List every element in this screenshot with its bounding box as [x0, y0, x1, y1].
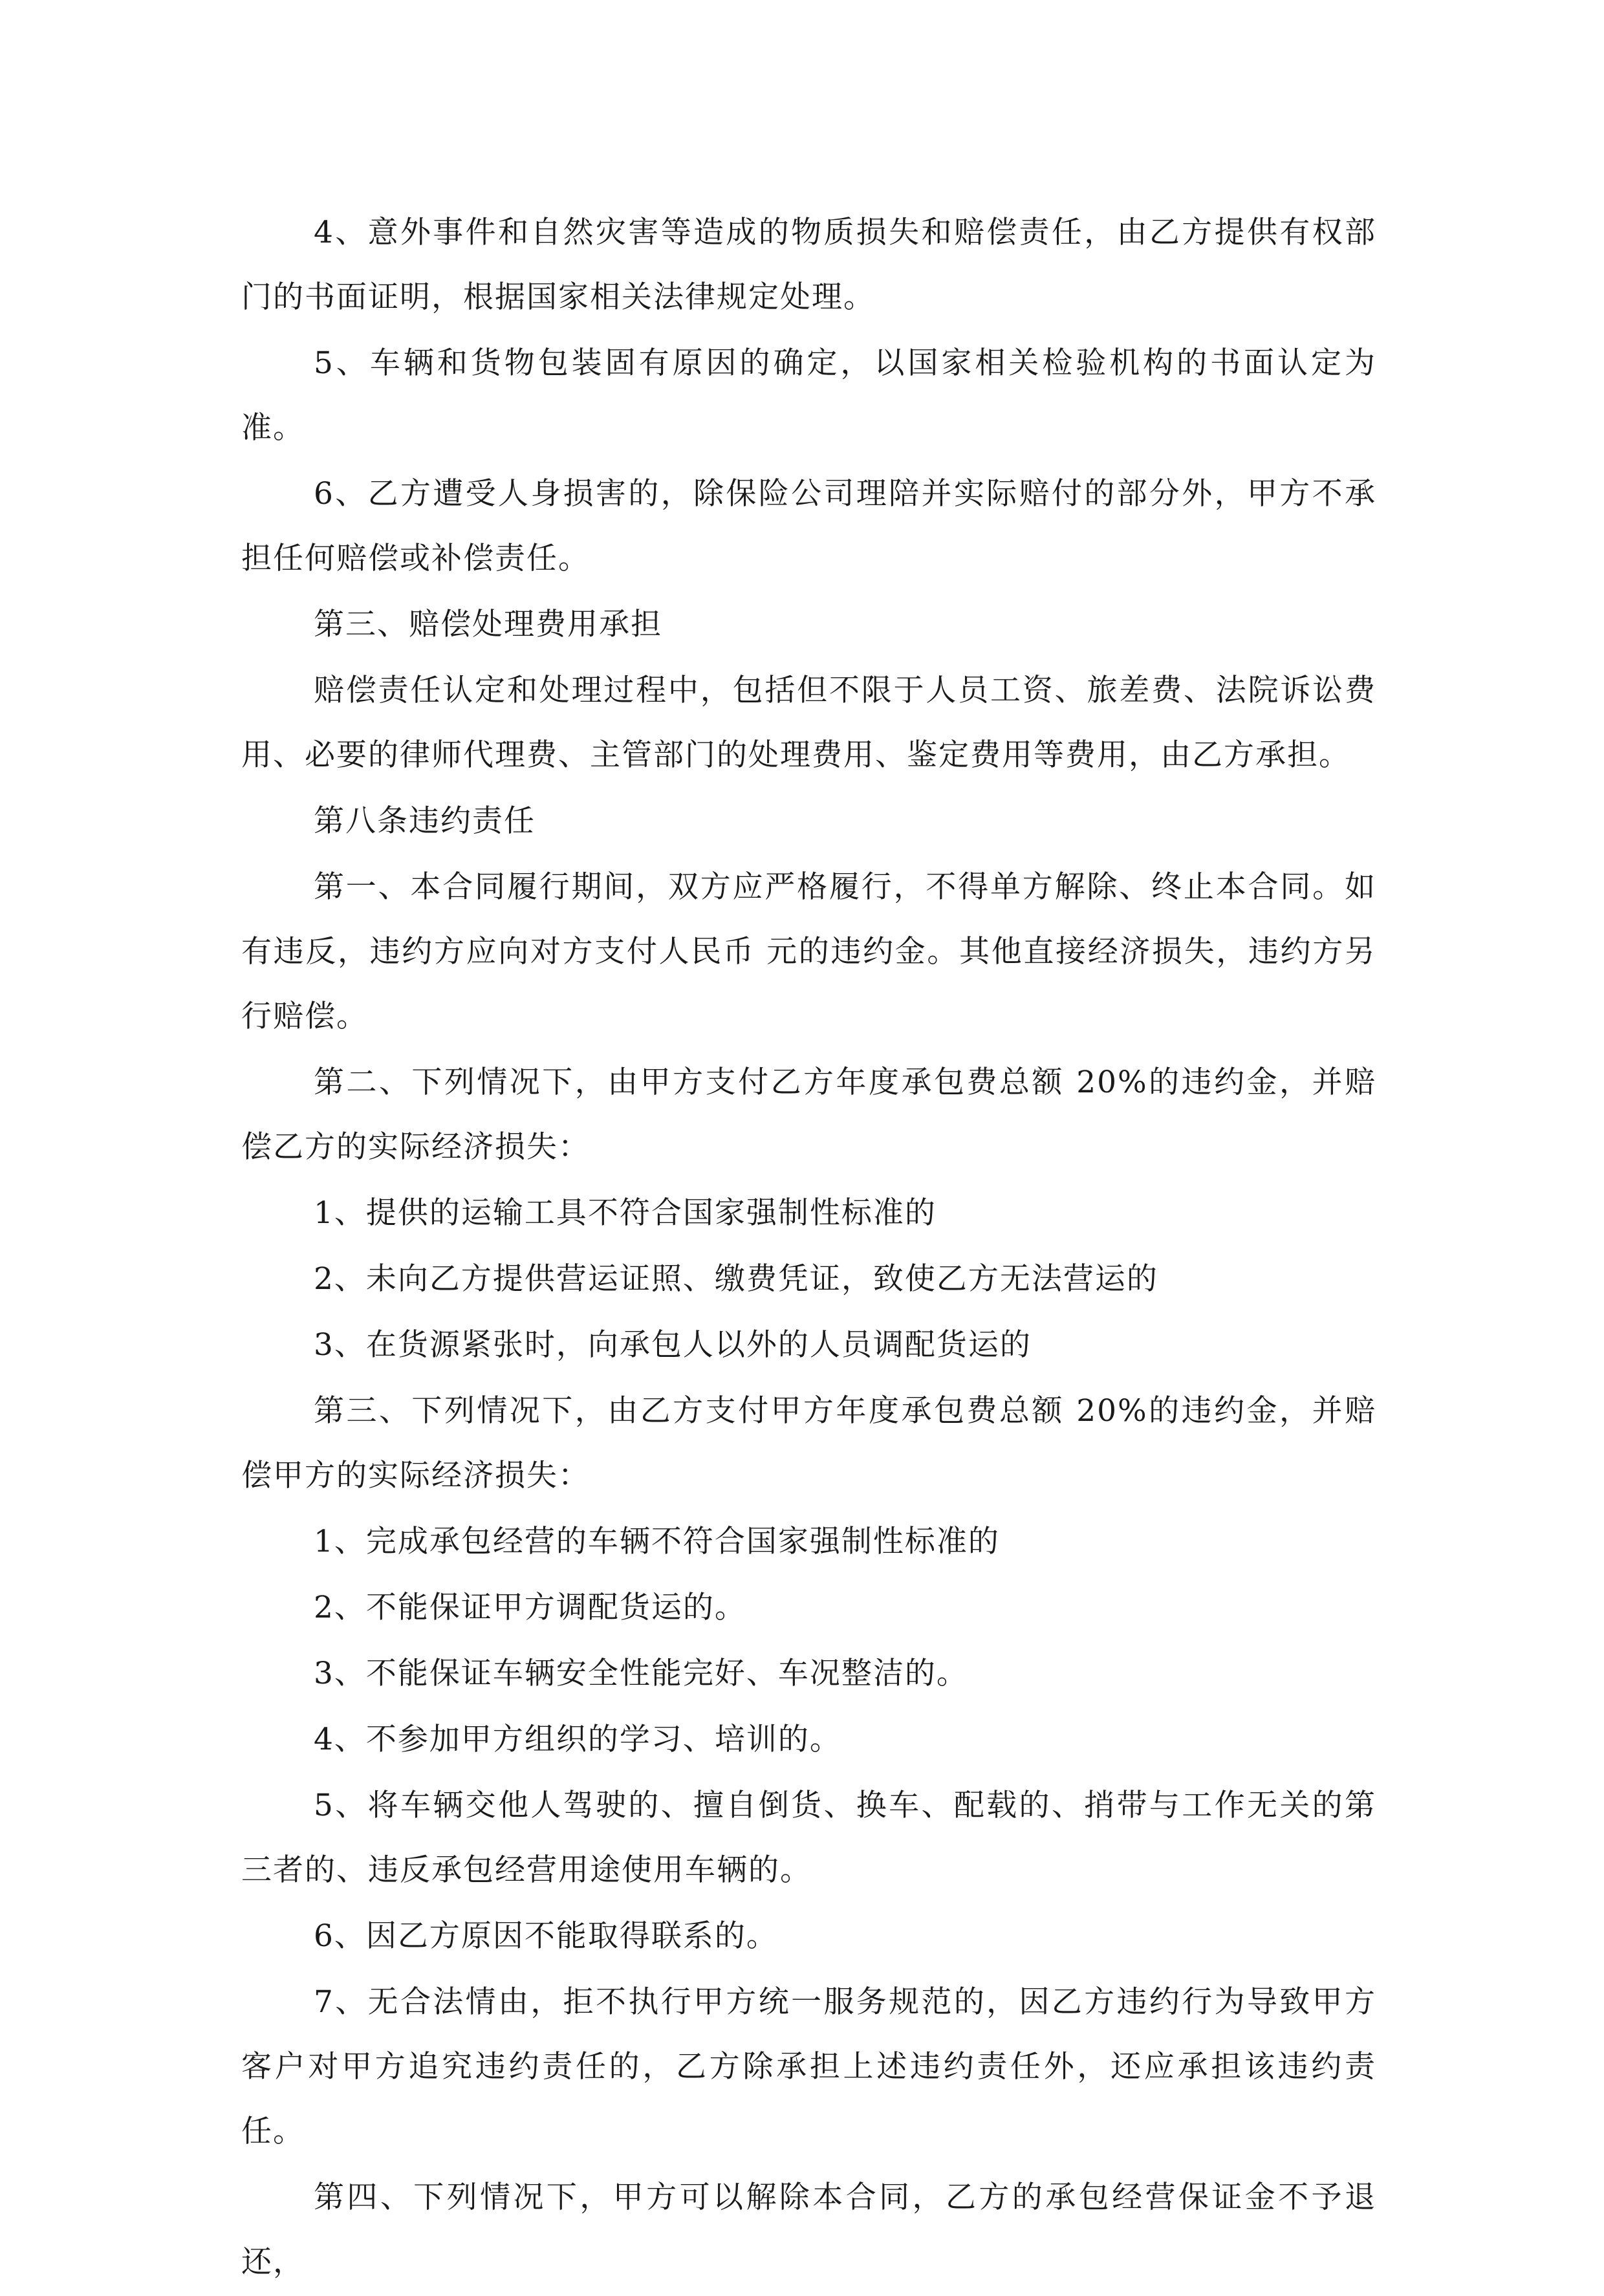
- article-8-heading: 第八条违约责任: [314, 803, 536, 839]
- breach-first: 第一、本合同履行期间，双方应严格履行，不得单方解除、终止本合同。如有违反，违约方应向对方支付人民币 元的违约金。其他直接经济损失，违约方另行赔偿。: [241, 869, 1376, 1034]
- breach-third-item-1: 1、完成承包经营的车辆不符合国家强制性标准的: [314, 1524, 1000, 1559]
- clause-6-personal-injury: 6、乙方遭受人身损害的，除保险公司理陪并实际赔付的部分外，甲方不承担任何赔偿或补偿责任。: [241, 476, 1376, 576]
- breach-third: 第三、下列情况下，由乙方支付甲方年度承包费总额 20%的违约金，并赔偿甲方的实际经济损失：: [241, 1393, 1376, 1493]
- section-heading-compensation-costs: 第三、赔偿处理费用承担: [314, 607, 662, 642]
- breach-third-item-5: 5、将车辆交他人驾驶的、擅自倒货、换车、配载的、捎带与工作无关的第三者的、违反承包经营用途使用车辆的。: [241, 1788, 1376, 1888]
- breach-third-item-3: 3、不能保证车辆安全性能完好、车况整洁的。: [314, 1656, 968, 1691]
- breach-third-item-2: 2、不能保证甲方调配货运的。: [314, 1590, 746, 1625]
- breach-third-item-6: 6、因乙方原因不能取得联系的。: [314, 1918, 778, 1954]
- clause-5-packaging-cause: 5、车辆和货物包装固有原因的确定，以国家相关检验机构的书面认定为准。: [241, 345, 1376, 446]
- breach-third-item-7: 7、无合法情由，拒不执行甲方统一服务规范的，因乙方违约行为导致甲方客户对甲方追究违约责任的，乙方除承担上述违约责任外，还应承担该违约责任。: [241, 1984, 1376, 2149]
- compensation-costs-text: 赔偿责任认定和处理过程中，包括但不限于人员工资、旅差费、法院诉讼费用、必要的律师代理费、主管部门的处理费用、鉴定费用等费用，由乙方承担。: [241, 673, 1376, 773]
- clause-4-accident-liability: 4、意外事件和自然灾害等造成的物质损失和赔偿责任，由乙方提供有权部门的书面证明，根据国家相关法律规定处理。: [241, 215, 1376, 315]
- breach-third-item-4: 4、不参加甲方组织的学习、培训的。: [314, 1722, 841, 1757]
- breach-second-item-2: 2、未向乙方提供营运证照、缴费凭证，致使乙方无法营运的: [314, 1261, 1158, 1297]
- breach-second-item-3: 3、在货源紧张时，向承包人以外的人员调配货运的: [314, 1327, 1032, 1363]
- breach-second-item-1: 1、提供的运输工具不符合国家强制性标准的: [314, 1195, 937, 1231]
- breach-second: 第二、下列情况下，由甲方支付乙方年度承包费总额 20%的违约金，并赔偿乙方的实际经济损失：: [241, 1065, 1376, 1165]
- breach-fourth: 第四、下列情况下，甲方可以解除本合同，乙方的承包经营保证金不予退还，: [241, 2180, 1376, 2280]
- contract-body: [241, 200, 1376, 2296]
